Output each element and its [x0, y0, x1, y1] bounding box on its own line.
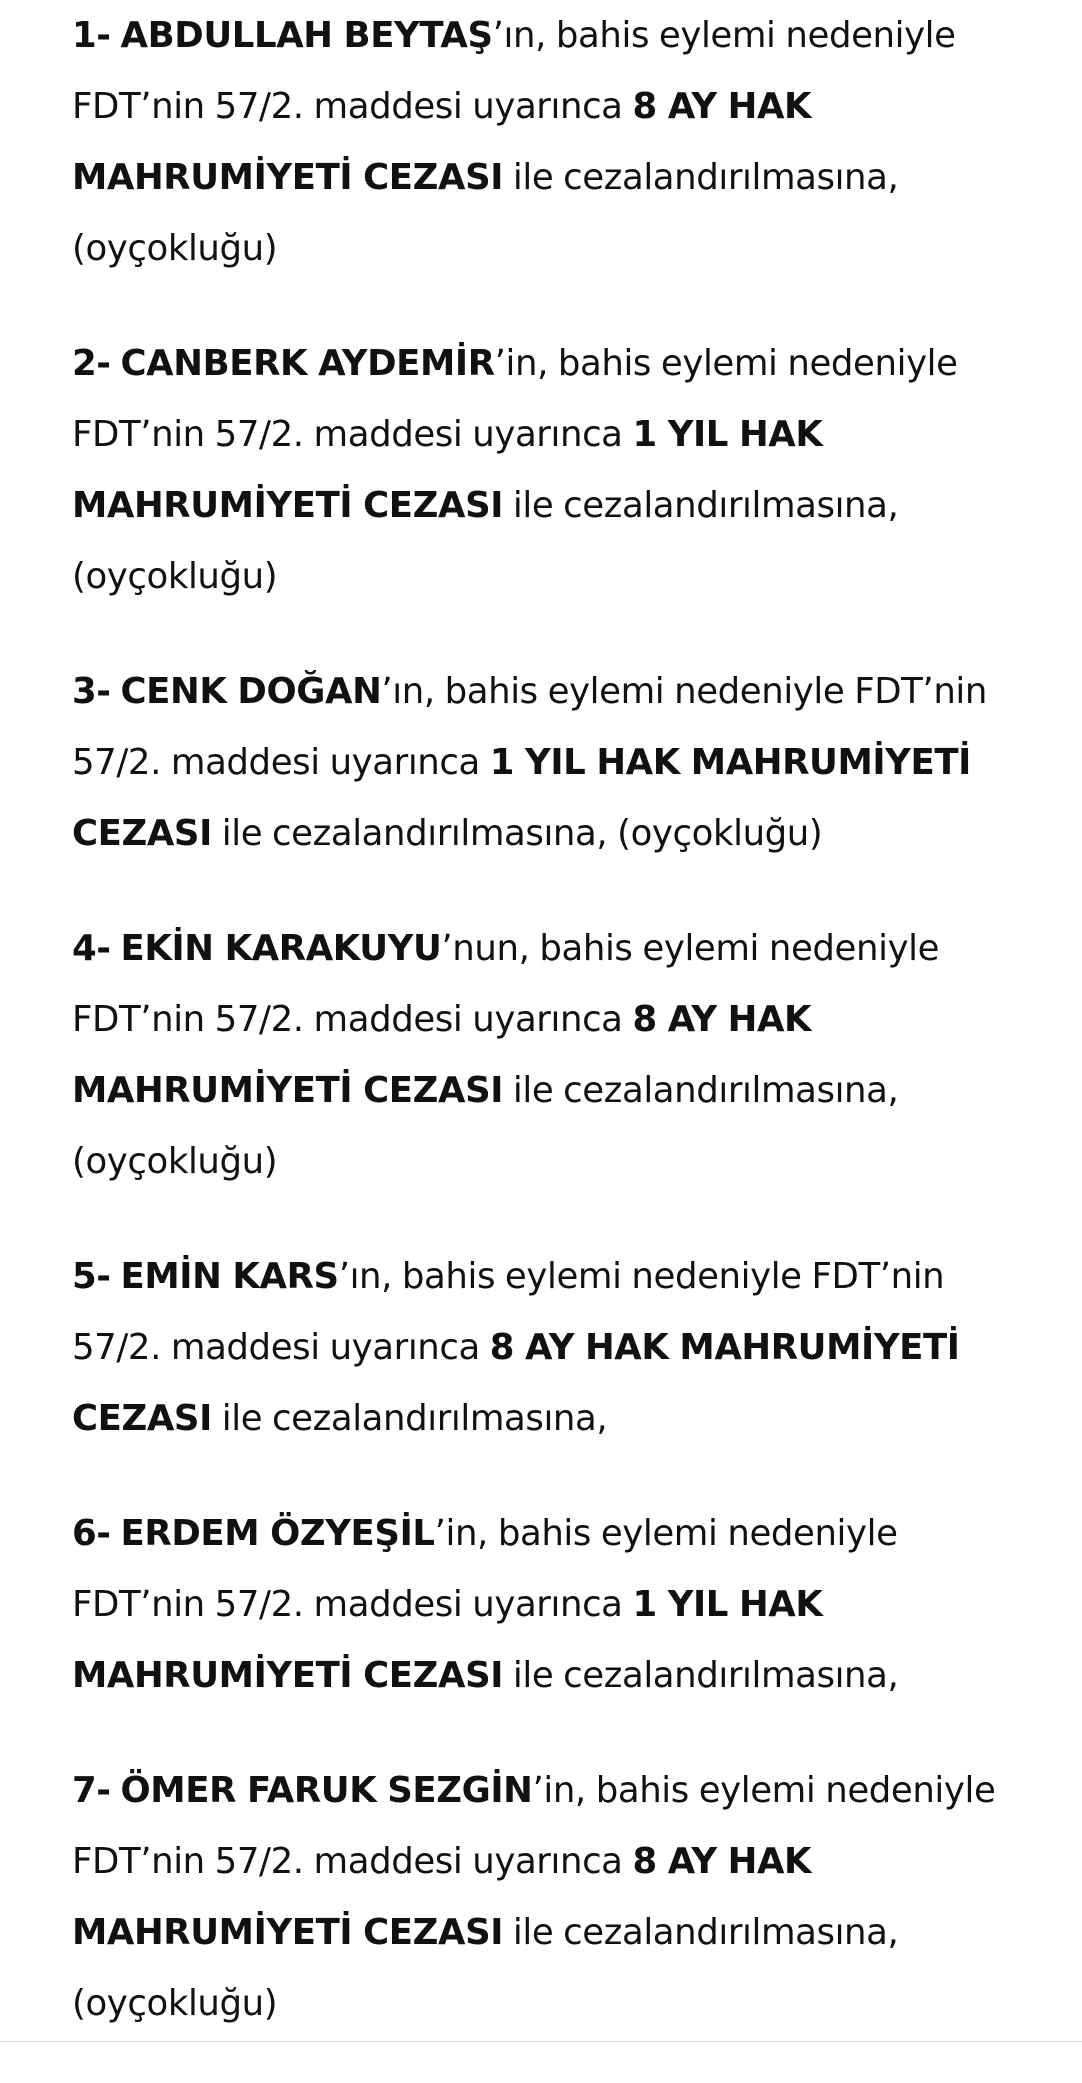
decision-tail: ile cezalandırılmasına, (oyçokluğu) — [72, 157, 899, 269]
decision-number: 2- — [72, 343, 111, 384]
decision-text: ’in, bahis eylemi nedeniyle FDT’nin 57/2. maddesi uyarınca — [72, 1770, 996, 1882]
decision-text: ’ın, bahis eylemi nedeniyle FDT’nin 57/2. maddesi uyarınca — [72, 671, 987, 783]
decision-tail: ile cezalandırılmasına, — [211, 1398, 608, 1439]
decision-text: ’nun, bahis eylemi nedeniyle FDT’nin 57/2. maddesi uyarınca — [72, 928, 940, 1040]
player-name: ÖMER FARUK SEZGİN — [120, 1770, 533, 1811]
player-name: CENK DOĞAN — [120, 671, 382, 712]
decision-number: 1- — [72, 15, 111, 56]
decision-tail: ile cezalandırılmasına, (oyçokluğu) — [72, 1070, 899, 1182]
decision-item-1 — [72, 0, 1032, 284]
penalty-text: 1 YIL HAK MAHRUMİYETİ CEZASI — [72, 742, 971, 854]
decision-item-5 — [72, 1241, 1032, 1454]
bottom-divider — [0, 2041, 1082, 2042]
decision-tail: ile cezalandırılmasına, (oyçokluğu) — [72, 485, 899, 597]
decision-item-4 — [72, 913, 1032, 1197]
decision-tail: ile cezalandırılmasına, — [503, 1655, 899, 1696]
decision-number: 6- — [72, 1513, 111, 1554]
decision-text: ’in, bahis eylemi nedeniyle FDT’nin 57/2. maddesi uyarınca — [72, 343, 958, 455]
decision-text: ’in, bahis eylemi nedeniyle FDT’nin 57/2. maddesi uyarınca — [72, 1513, 898, 1625]
decision-number: 4- — [72, 928, 111, 969]
decision-number: 7- — [72, 1770, 111, 1811]
decision-list — [72, 0, 1032, 2083]
decision-item-7 — [72, 1755, 1032, 2039]
decision-number: 5- — [72, 1256, 111, 1297]
penalty-text: 8 AY HAK MAHRUMİYETİ CEZASI — [72, 86, 812, 198]
decision-tail: ile cezalandırılmasına, (oyçokluğu) — [72, 1912, 899, 2024]
decision-item-3 — [72, 656, 1032, 869]
penalty-text: 1 YIL HAK MAHRUMİYETİ CEZASI — [72, 414, 823, 526]
decision-item-2 — [72, 328, 1032, 612]
player-name: ERDEM ÖZYEŞİL — [120, 1513, 435, 1554]
penalty-text: 8 AY HAK MAHRUMİYETİ CEZASI — [72, 1327, 960, 1439]
penalty-text: 8 AY HAK MAHRUMİYETİ CEZASI — [72, 999, 812, 1111]
decision-text: ’ın, bahis eylemi nedeniyle FDT’nin 57/2. maddesi uyarınca — [72, 1256, 945, 1368]
decision-text: ’ın, bahis eylemi nedeniyle FDT’nin 57/2. maddesi uyarınca — [72, 15, 956, 127]
penalty-text: 1 YIL HAK MAHRUMİYETİ CEZASI — [72, 1584, 823, 1696]
decision-tail: ile cezalandırılmasına, (oyçokluğu) — [211, 813, 823, 854]
decision-item-6 — [72, 1498, 1032, 1711]
player-name: ABDULLAH BEYTAŞ — [120, 15, 493, 56]
player-name: EKİN KARAKUYU — [120, 928, 442, 969]
penalty-text: 8 AY HAK MAHRUMİYETİ CEZASI — [72, 1841, 812, 1953]
player-name: EMİN KARS — [120, 1256, 339, 1297]
decision-number: 3- — [72, 671, 111, 712]
player-name: CANBERK AYDEMİR — [120, 343, 495, 384]
